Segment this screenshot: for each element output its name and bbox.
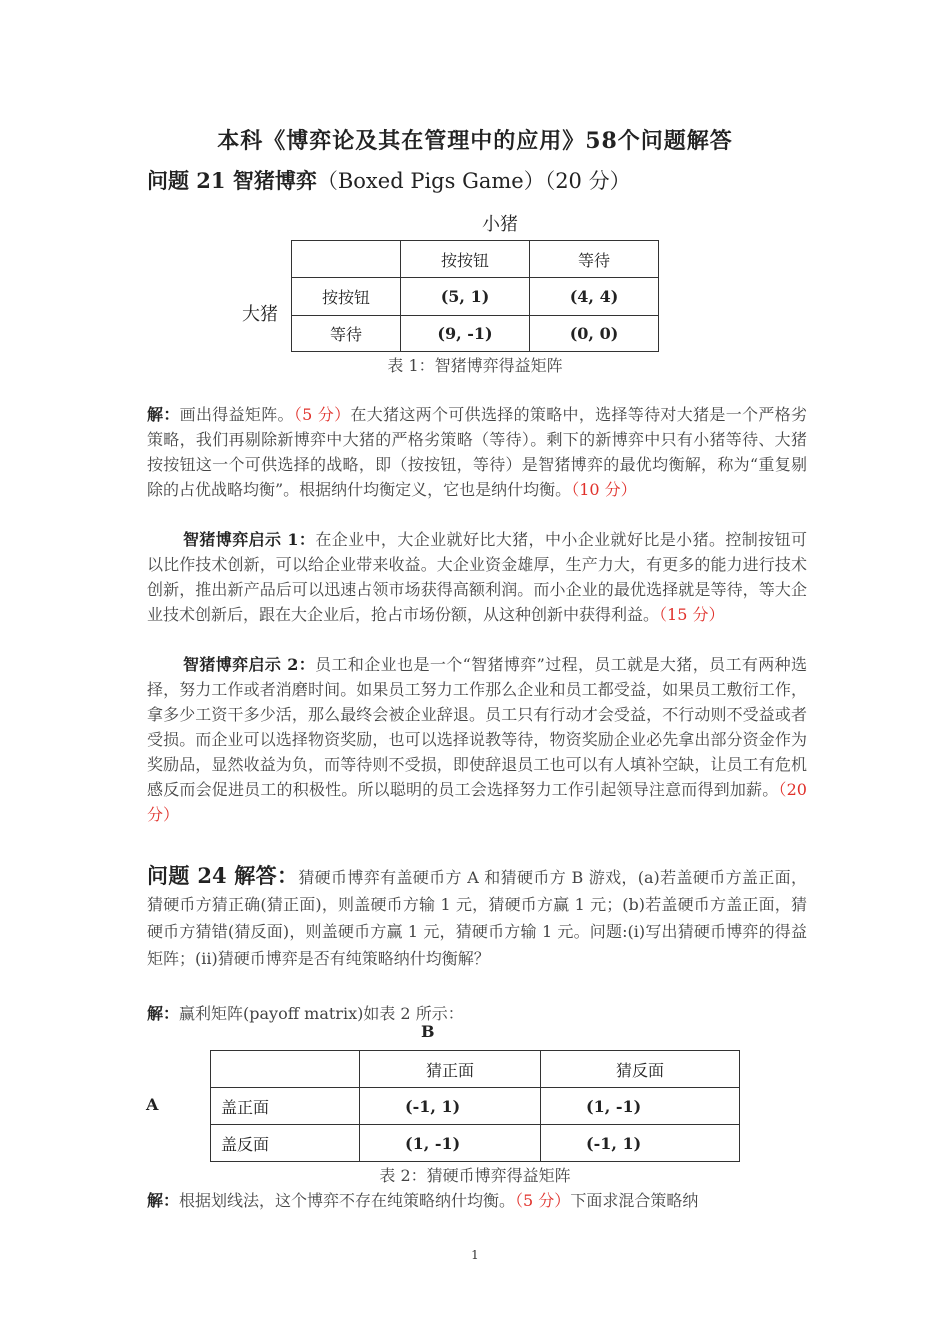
page-number: 1 xyxy=(471,1248,479,1262)
score-mark: （20 分） xyxy=(147,780,807,824)
row-header: 盖反面 xyxy=(211,1125,360,1162)
solution-label: 解： xyxy=(147,1004,180,1023)
payoff-cell: (9, -1) xyxy=(401,316,530,352)
solution-text: 下面求混合策略纳 xyxy=(570,1191,699,1210)
score-mark: （5 分） xyxy=(293,405,351,424)
q21-heading-en: （Boxed Pigs Game）（20 分） xyxy=(316,169,631,193)
document-title: 本科《博弈论及其在管理中的应用》58个问题解答 xyxy=(217,128,733,154)
row-header: 按按钮 xyxy=(292,278,401,316)
score-mark: （5 分） xyxy=(515,1191,571,1210)
table-corner xyxy=(292,241,401,278)
q24-question xyxy=(147,862,807,972)
row-header: 盖正面 xyxy=(211,1088,360,1125)
q24-question-text: 猜硬币博弈有盖硬币方 A 和猜硬币方 B 游戏，(a)若盖硬币方盖正面，猜硬币方猜正确(猜正面)，则盖硬币方输 1 元，猜硬币方赢 1 元；(b)若盖硬币方盖正面，猜硬币方猜错(猜反面)，则盖硬币方赢 1 元，猜硬币方输 1 元。问题:(i)写出猜硬币博弈的得益矩阵；(ii)猜硬币博弈是否有纯策略纳什均衡解？ xyxy=(147,868,807,968)
q24-row-player: A xyxy=(146,1095,159,1114)
q21-insight-1 xyxy=(147,527,807,627)
insight-label: 智猪博弈启示 1： xyxy=(183,530,316,549)
solution-label: 解： xyxy=(147,1191,180,1210)
q24-heading: 问题 24 解答： xyxy=(147,863,299,888)
q21-col-player: 小猪 xyxy=(482,214,518,235)
payoff-cell: (4, 4) xyxy=(530,278,659,316)
q21-solution xyxy=(147,402,807,502)
solution-text: 赢利矩阵(payoff matrix)如表 2 所示： xyxy=(179,1004,464,1023)
col-header: 猜正面 xyxy=(360,1051,541,1088)
q21-heading xyxy=(147,165,631,195)
solution-text: 根据划线法，这个博弈不存在纯策略纳什均衡。 xyxy=(179,1191,516,1210)
payoff-cell: (-1, 1) xyxy=(541,1125,740,1162)
table-corner xyxy=(211,1051,360,1088)
solution-text: 在大猪这两个可供选择的策略中，选择等待对大猪是一个严格劣策略，我们再剔除新博弈中大猪的严格劣策略（等待）。剩下的新博弈中只有小猪等待、大猪按按钮这一个可供选择的战略，即（按按钮，等待）是智猪博弈的最优均衡解，称为“重复剔除的占优战略均衡”。根据纳什均衡定义，它也是纳什均衡。 xyxy=(147,405,807,499)
col-header: 猜反面 xyxy=(541,1051,740,1088)
q24-payoff-table xyxy=(210,1050,740,1162)
solution-text: 画出得益矩阵。 xyxy=(179,405,294,424)
row-header: 等待 xyxy=(292,316,401,352)
payoff-cell: (1, -1) xyxy=(360,1125,541,1162)
insight-label: 智猪博弈启示 2： xyxy=(183,655,316,674)
insight-text: 在企业中，大企业就好比大猪，中小企业就好比是小猪。控制按钮可以比作技术创新，可以给企业带来收益。大企业资金雄厚，生产力大，有更多的能力进行技术创新，推出新产品后可以迅速占领市场获得高额利润。而小企业的最优选择就是等待，等大企业技术创新后，跟在大企业后，抢占市场份额，从这种创新中获得利益。 xyxy=(147,530,807,624)
col-header: 按按钮 xyxy=(401,241,530,278)
payoff-cell: (-1, 1) xyxy=(360,1088,541,1125)
solution-label: 解： xyxy=(147,405,180,424)
q21-heading-text: 问题 21 智猪博弈 xyxy=(147,168,317,193)
q21-table-caption: 表 1：智猪博弈得益矩阵 xyxy=(387,356,563,375)
q24-table-caption: 表 2：猜硬币博弈得益矩阵 xyxy=(379,1166,571,1185)
score-mark: （15 分） xyxy=(659,605,725,624)
q24-solution-2 xyxy=(147,1188,807,1213)
score-mark: （10 分） xyxy=(571,480,637,499)
q21-payoff-table xyxy=(291,240,659,352)
payoff-cell: (5, 1) xyxy=(401,278,530,316)
q21-row-player: 大猪 xyxy=(242,304,278,325)
payoff-cell: (0, 0) xyxy=(530,316,659,352)
q21-insight-2 xyxy=(147,652,807,827)
q24-solution xyxy=(147,1001,807,1026)
insight-text: 员工和企业也是一个“智猪博弈”过程，员工就是大猪，员工有两种选择，努力工作或者消磨时间。如果员工努力工作那么企业和员工都受益，如果员工敷衍工作，拿多少工资干多少活，那么最终会被企业辞退。员工只有行动才会受益，不行动则不受益或者受损。而企业可以选择物资奖励，也可以选择说教等待，物资奖励企业必先拿出部分资金作为奖励品，显然收益为负，而等待则不受损，即使辞退员工也可以有人填补空缺，让员工有危机感反而会促进员工的积极性。所以聪明的员工会选择努力工作引起领导注意而得到加薪。 xyxy=(147,655,807,799)
payoff-cell: (1, -1) xyxy=(541,1088,740,1125)
col-header: 等待 xyxy=(530,241,659,278)
q24-col-player: B xyxy=(421,1022,435,1041)
